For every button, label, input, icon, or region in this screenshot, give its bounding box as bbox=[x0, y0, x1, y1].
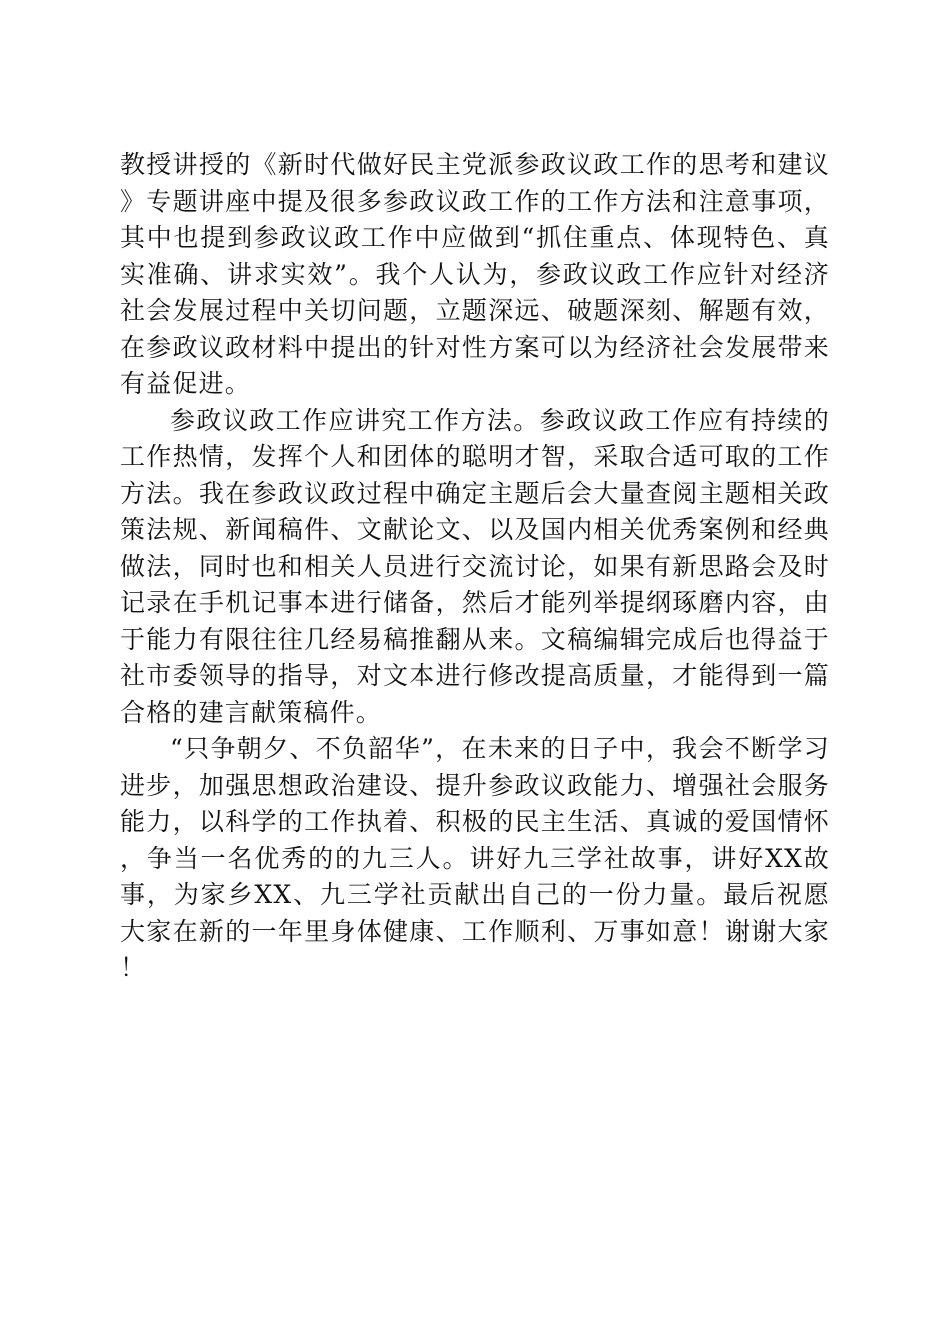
document-body bbox=[120, 147, 830, 987]
paragraph-1: 教授讲授的《新时代做好民主党派参政议政工作的思考和建议》专题讲座中提及很多参政议政工作的工作方法和注意事项，其中也提到参政议政工作中应做到“抓住重点、体现特色、真实准确、讲求实效”。我个人认为，参政议政工作应针对经济社会发展过程中关切问题，立题深远、破题深刻、解题有效，在参政议政材料中提出的针对性方案可以为经济社会发展带来有益促进。 bbox=[120, 150, 830, 398]
paragraph-3: “只争朝夕、不负韶华”，在未来的日子中，我会不断学习进步，加强思想政治建设、提升参政议政能力、增强社会服务能力，以科学的工作执着、积极的民主生活、真诚的爱国情怀，争当一名优秀的的九三人。讲好九三学社故事，讲好XX故事，为家乡XX、九三学社贡献出自己的一份力量。最后祝愿大家在新的一年里身体健康、工作顺利、万事如意！谢谢大家！ bbox=[120, 734, 830, 982]
paragraph-2: 参政议政工作应讲究工作方法。参政议政工作应有持续的工作热情，发挥个人和团体的聪明才智，采取合适可取的工作方法。我在参政议政过程中确定主题后会大量查阅主题相关政策法规、新闻稿件、文献论文、以及国内相关优秀案例和经典做法，同时也和相关人员进行交流讨论，如果有新思路会及时记录在手机记事本进行储备，然后才能列举提纲琢磨内容，由于能力有限往往几经易稿推翻从来。文稿编辑完成后也得益于社市委领导的指导，对文本进行修改提高质量，才能得到一篇合格的建言献策稿件。 bbox=[120, 405, 830, 727]
